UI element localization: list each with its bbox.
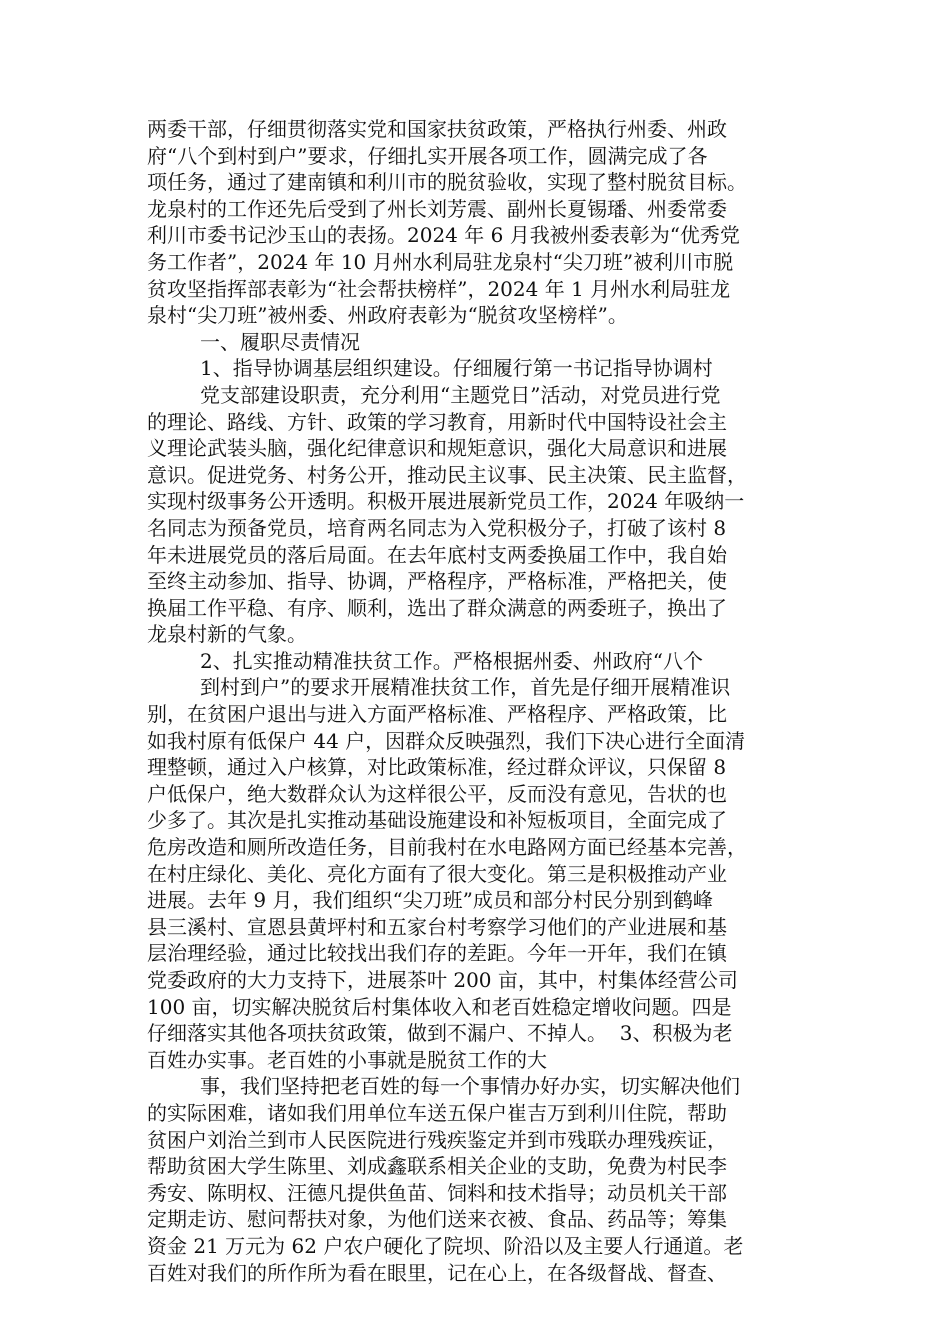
text-line: 至终主动参加、指导、协调，严格程序，严格标准，严格把关，使 bbox=[147, 569, 727, 594]
text-line: 别，在贫困户退出与进入方面严格标准、严格程序、严格政策，比 bbox=[147, 702, 727, 727]
text-line: 贫困户刘治兰到市人民医院进行残疾鉴定并到市残联办理残疾证， bbox=[147, 1127, 727, 1152]
paragraph-heading: 2、扎实推动精准扶贫工作。严格根据州委、州政府“八个 bbox=[200, 648, 703, 673]
text-line: 户低保户，绝大数群众认为这样很公平，反而没有意见，告状的也 bbox=[147, 781, 727, 806]
text-line: 层治理经验，通过比较找出我们存的差距。今年一开年，我们在镇 bbox=[147, 941, 727, 966]
text-line: 在村庄绿化、美化、亮化方面有了很大变化。第三是积极推动产业 bbox=[147, 861, 727, 886]
text-line: 危房改造和厕所改造任务，目前我村在水电路网方面已经基本完善， bbox=[147, 835, 747, 860]
text-line: 名同志为预备党员，培育两名同志为入党积极分子，打破了该村 8 bbox=[147, 515, 727, 540]
text-line: 百姓办实事。老百姓的小事就是脱贫工作的大 bbox=[147, 1047, 547, 1072]
text-line: 事，我们坚持把老百姓的每一个事情办好办实，切实解决他们 bbox=[200, 1074, 740, 1099]
text-line: 泉村“尖刀班”被州委、州政府表彰为“脱贫攻坚榜样”。 bbox=[147, 303, 628, 328]
text-line: 的理论、路线、方针、政策的学习教育，用新时代中国特设社会主 bbox=[147, 409, 727, 434]
text-line: 帮助贫困大学生陈里、刘成鑫联系相关企业的支助，免费为村民李 bbox=[147, 1154, 727, 1179]
text-line: 进展。去年 9 月，我们组织“尖刀班”成员和部分村民分别到鹤峰 bbox=[147, 888, 713, 913]
document-body bbox=[147, 116, 803, 1286]
text-line: 少多了。其次是扎实推动基础设施建设和补短板项目，全面完成了 bbox=[147, 808, 727, 833]
text-line: 党委政府的大力支持下，进展茶叶 200 亩，其中，村集体经营公司 bbox=[147, 968, 738, 992]
text-line: 务工作者”，2024 年 10 月州水利局驻龙泉村“尖刀班”被利川市脱 bbox=[147, 249, 734, 274]
text-line: 实现村级事务公开透明。积极开展进展新党员工作，2024 年吸纳一 bbox=[147, 489, 745, 514]
section-heading: 一、履职尽责情况 bbox=[200, 329, 360, 354]
text-line: 仔细落实其他各项扶贫政策，做到不漏户、不掉人。 3、积极为老 bbox=[147, 1021, 733, 1046]
text-line: 100 亩，切实解决脱贫后村集体收入和老百姓稳定增收问题。四是 bbox=[147, 994, 732, 1019]
text-line: 如我村原有低保户 44 户，因群众反映强烈，我们下决心进行全面清 bbox=[147, 728, 746, 753]
paragraph-heading: 1、指导协调基层组织建设。仔细履行第一书记指导协调村 bbox=[200, 356, 713, 381]
text-line: 年未进展党员的落后局面。在去年底村支两委换届工作中，我自始 bbox=[147, 542, 727, 567]
text-line: 龙泉村新的气象。 bbox=[147, 622, 307, 647]
text-line: 换届工作平稳、有序、顺利，选出了群众满意的两委班子，换出了 bbox=[147, 595, 727, 620]
text-line: 理整顿，通过入户核算，对比政策标准，经过群众评议，只保留 8 bbox=[147, 755, 727, 780]
text-line: 府“八个到村到户”要求，仔细扎实开展各项工作，圆满完成了各 bbox=[147, 143, 708, 168]
text-line: 百姓对我们的所作所为看在眼里，记在心上，在各级督战、督查、 bbox=[147, 1260, 727, 1285]
text-line: 党支部建设职责，充分利用“主题党日”活动，对党员进行党 bbox=[200, 382, 721, 407]
text-line: 利川市委书记沙玉山的表扬。2024 年 6 月我被州委表彰为“优秀党 bbox=[147, 223, 740, 248]
text-line: 县三溪村、宣恩县黄坪村和五家台村考察学习他们的产业进展和基 bbox=[147, 914, 727, 939]
text-line: 定期走访、慰问帮扶对象，为他们送来衣被、食品、药品等；筹集 bbox=[147, 1207, 727, 1232]
text-line: 的实际困难，诸如我们用单位车送五保户崔吉万到利川住院，帮助 bbox=[147, 1100, 727, 1125]
text-line: 到村到户”的要求开展精准扶贫工作，首先是仔细开展精准识 bbox=[200, 675, 731, 700]
text-line: 义理论武装头脑，强化纪律意识和规矩意识，强化大局意识和进展 bbox=[147, 436, 727, 461]
text-line: 两委干部，仔细贯彻落实党和国家扶贫政策，严格执行州委、州政 bbox=[147, 117, 727, 141]
text-line: 资金 21 万元为 62 户农户硬化了院坝、阶沿以及主要人行通道。老 bbox=[147, 1233, 744, 1258]
text-line: 贫攻坚指挥部表彰为“社会帮扶榜样”，2024 年 1 月州水利局驻龙 bbox=[147, 276, 731, 301]
text-line: 秀安、陈明权、汪德凡提供鱼苗、饲料和技术指导；动员机关干部 bbox=[147, 1180, 727, 1205]
text-line: 意识。促进党务、村务公开，推动民主议事、民主决策、民主监督， bbox=[147, 462, 747, 487]
text-line: 龙泉村的工作还先后受到了州长刘芳震、副州长夏锡璠、州委常委 bbox=[147, 196, 727, 221]
text-line: 项任务，通过了建南镇和利川市的脱贫验收，实现了整村脱贫目标。 bbox=[147, 170, 747, 195]
